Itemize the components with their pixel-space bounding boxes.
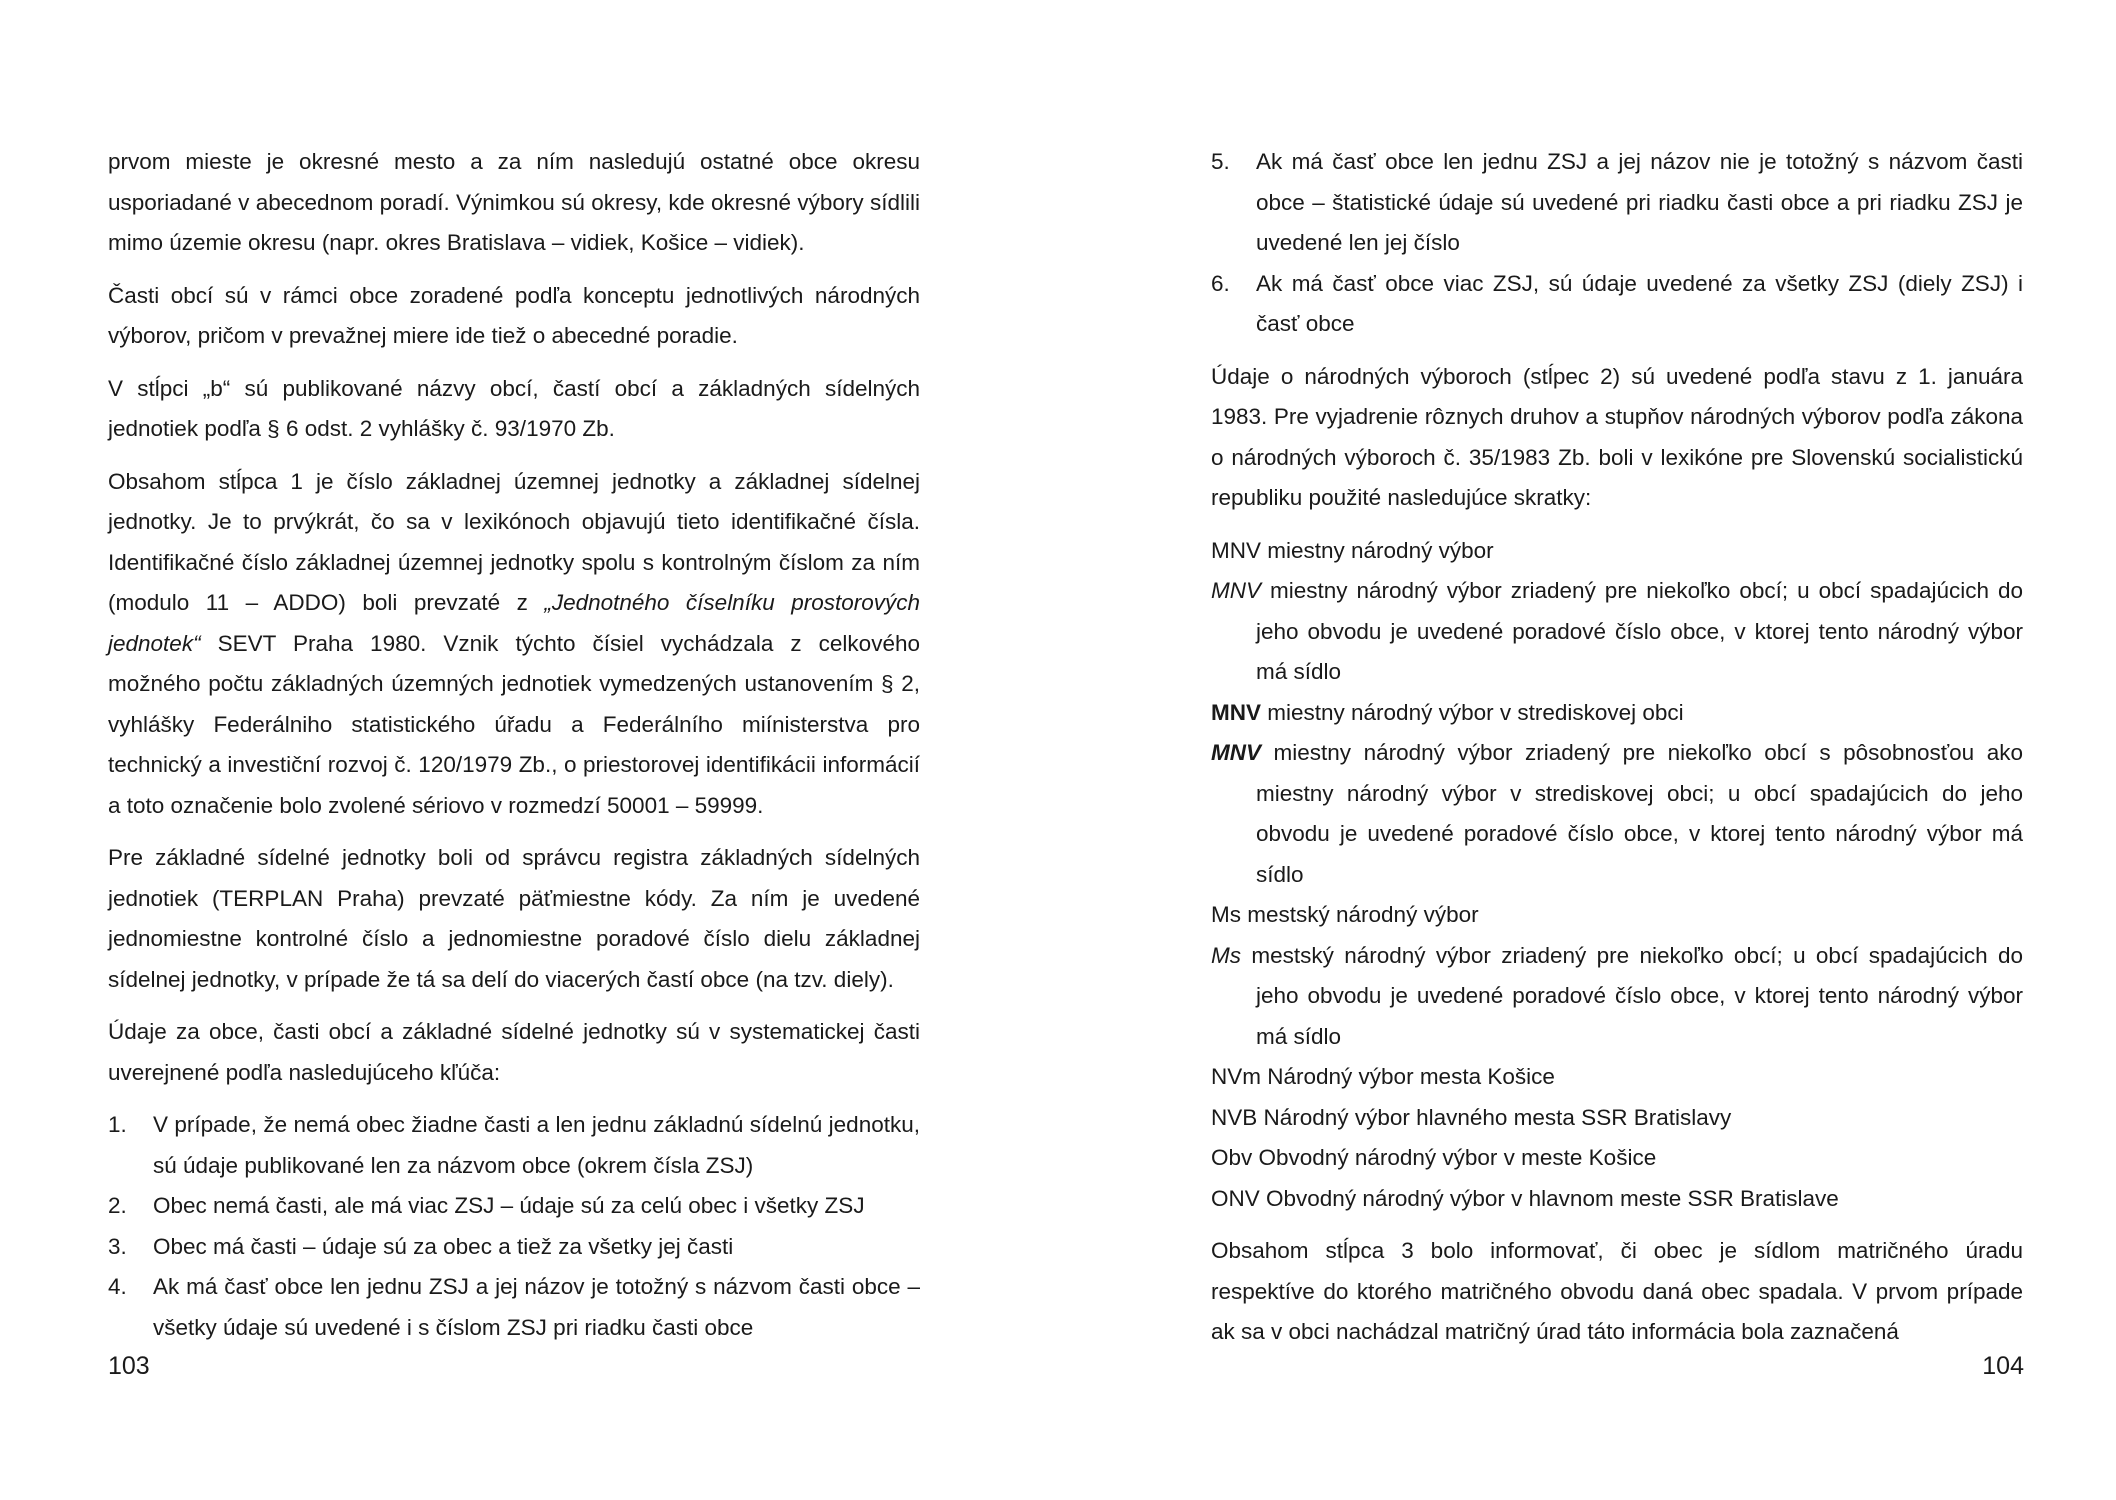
- text-run: Obsahom stĺpca 1 je číslo základnej územnej jednotky a základnej sídelnej jednotky. Je to prvýkrát, čo sa v lexikónoch objavujú tieto identifikačné čísla. Identifikačné číslo základnej územnej jednotky spolu s kontrolným číslom za ním (modulo 11 – ADDO) boli prevzaté z: [108, 468, 920, 615]
- list-text: Ak má časť obce len jednu ZSJ a jej názov nie je totožný s názvom časti obce – štatistické údaje sú uvedené pri riadku časti obce a pri riadku ZSJ je uvedené len jej číslo: [1256, 149, 2023, 255]
- abbreviation: MNV: [1211, 699, 1261, 725]
- list-item: [108, 1105, 920, 1186]
- abbreviation: Ms: [1211, 942, 1241, 968]
- abbreviation-meaning: miestny národný výbor v strediskovej obci: [1261, 699, 1684, 725]
- paragraph: Obsahom stĺpca 3 bolo informovať, či obec je sídlom matričného úradu respektíve do ktorého matričného obvodu daná obec spadala. V prvom prípade ak sa v obci nachádzal matričný úrad táto informácia bola zaznačená: [1211, 1238, 2023, 1344]
- abbreviation-entry: [1211, 936, 2023, 1058]
- paragraph: Údaje za obce, časti obcí a základné sídelné jednotky sú v systematickej časti uverejnené podľa nasledujúceho kľúča:: [108, 1019, 920, 1085]
- left-page-text: [108, 142, 920, 1348]
- abbreviation: NVm: [1211, 1064, 1261, 1089]
- page-number: 104: [1982, 1352, 2024, 1380]
- list-item: [108, 1267, 920, 1348]
- right-page-text: [1211, 142, 2023, 1365]
- abbreviation-meaning: miestny národný výbor: [1261, 537, 1494, 563]
- list-item: [108, 1186, 920, 1227]
- list-text: Ak má časť obce len jednu ZSJ a jej názov je totožný s názvom časti obce – všetky údaje sú uvedené i s číslom ZSJ pri riadku časti obce: [153, 1274, 920, 1340]
- abbreviation-meaning: Národný výbor hlavného mesta SSR Bratislavy: [1257, 1104, 1732, 1130]
- abbreviation: MNV: [1211, 578, 1261, 603]
- right-page: [1058, 0, 2116, 1500]
- list-item: [1211, 142, 2023, 264]
- italic-citation: „Jednotného číselníku prostorových jednotek“: [108, 590, 920, 656]
- list-text: V prípade, že nemá obec žiadne časti a len jednu základnú sídelnú jednotku, sú údaje publikované len za názvom obce (okrem čísla ZSJ): [153, 1112, 920, 1178]
- abbreviation-meaning: mestský národný výbor: [1241, 902, 1479, 927]
- page-number: 103: [108, 1352, 150, 1380]
- abbreviation: ONV: [1211, 1185, 1260, 1211]
- abbreviation-entry: [1211, 895, 2023, 936]
- abbreviation-meaning: mestský národný výbor zriadený pre niekoľko obcí; u obcí spadajúcich do jeho obvodu je uvedené poradové číslo obce, v ktorej tento národný výbor má sídlo: [1241, 942, 2023, 1049]
- key-list-continued: [1211, 142, 2023, 345]
- list-number: 3.: [108, 1233, 127, 1259]
- abbreviation-entry: [1211, 1098, 2023, 1139]
- abbreviation: NVB: [1211, 1104, 1258, 1130]
- abbreviation: Obv: [1211, 1145, 1253, 1170]
- list-number: 6.: [1211, 270, 1230, 296]
- list-item: [108, 1227, 920, 1268]
- abbreviation-entry: [1211, 733, 2023, 895]
- abbreviation: MNV: [1211, 537, 1261, 563]
- abbreviation-entry: [1211, 1138, 2023, 1179]
- list-text: Obec má časti – údaje sú za obec a tiež za všetky jej časti: [153, 1233, 734, 1259]
- paragraph: Údaje o národných výboroch (stĺpec 2) sú uvedené podľa stavu z 1. januára 1983. Pre vyjadrenie rôznych druhov a stupňov národných výborov podľa zákona o národných výboroch č. 35/1983 Zb. boli v lexikóne pre Slovenskú socialistickú republiku použité nasledujúce skratky:: [1211, 363, 2023, 510]
- abbreviation-meaning: miestny národný výbor zriadený pre niekoľko obcí s pôsobnosťou ako miestny národný výbor v strediskovej obci; u obcí spadajúcich do jeho obvodu je uvedené poradové číslo obce, v ktorej tento národný výbor má sídlo: [1256, 740, 2023, 887]
- list-text: Obec nemá časti, ale má viac ZSJ – údaje sú za celú obec i všetky ZSJ: [153, 1193, 865, 1218]
- paragraph: Časti obcí sú v rámci obce zoradené podľa konceptu jednotlivých národných výborov, pričom v prevažnej miere ide tiež o abecedné poradie.: [108, 282, 920, 348]
- list-number: 5.: [1211, 149, 1230, 174]
- abbreviation-entry: [1211, 1179, 2023, 1220]
- text-run: SEVT Praha 1980. Vznik týchto čísiel vychádzala z celkového možného počtu základných územných jednotiek vymedzených ustanovením § 2, vyhlášky Federálniho statistického úřadu a Federálního miínisterstva pro technický a investiční rozvoj č. 120/1979 Zb., o priestorovej identifikácii informácií a toto označenie bolo zvolené sériovo v rozmedzí 50001 – 59999.: [108, 630, 920, 818]
- list-text: Ak má časť obce viac ZSJ, sú údaje uvedené za všetky ZSJ (diely ZSJ) i časť obce: [1256, 270, 2023, 336]
- abbreviation-meaning: Obvodný národný výbor v hlavnom meste SSR Bratislave: [1259, 1185, 1839, 1211]
- abbreviation-meaning: Obvodný národný výbor v meste Košice: [1252, 1145, 1657, 1170]
- abbreviation-list: [1211, 531, 2023, 1220]
- abbreviation-entry: [1211, 571, 2023, 693]
- abbreviation-entry: [1211, 531, 2023, 572]
- abbreviation: Ms: [1211, 902, 1241, 927]
- list-number: 4.: [108, 1274, 127, 1299]
- abbreviation-entry: [1211, 693, 2023, 734]
- paragraph: prvom mieste je okresné mesto a za ním nasledujú ostatné obce okresu usporiadané v abecednom poradí. Výnimkou sú okresy, kde okresné výbory sídlili mimo územie okresu (napr. okres Bratislava – vidiek, Košice – vidiek).: [108, 149, 920, 255]
- list-number: 1.: [108, 1112, 127, 1137]
- abbreviation: MNV: [1211, 740, 1261, 765]
- paragraph: V stĺpci „b“ sú publikované názvy obcí, častí obcí a základných sídelných jednotiek podľa § 6 odst. 2 vyhlášky č. 93/1970 Zb.: [108, 375, 920, 441]
- key-list: [108, 1105, 920, 1348]
- abbreviation-entry: [1211, 1057, 2023, 1098]
- paragraph: Pre základné sídelné jednotky boli od správcu registra základných sídelných jednotiek (TERPLAN Praha) prevzaté päťmiestne kódy. Za ním je uvedené jednomiestne kontrolné číslo a jednomiestne poradové číslo dielu základnej sídelnej jednotky, v prípade že tá sa delí do viacerých častí obce (na tzv. diely).: [108, 845, 920, 992]
- abbreviation-meaning: miestny národný výbor zriadený pre niekoľko obcí; u obcí spadajúcich do jeho obvodu je uvedené poradové číslo obce, v ktorej tento národný výbor má sídlo: [1256, 578, 2023, 684]
- list-number: 2.: [108, 1193, 127, 1218]
- list-item: [1211, 264, 2023, 345]
- abbreviation-meaning: Národný výbor mesta Košice: [1261, 1064, 1555, 1089]
- paragraph: [108, 462, 920, 827]
